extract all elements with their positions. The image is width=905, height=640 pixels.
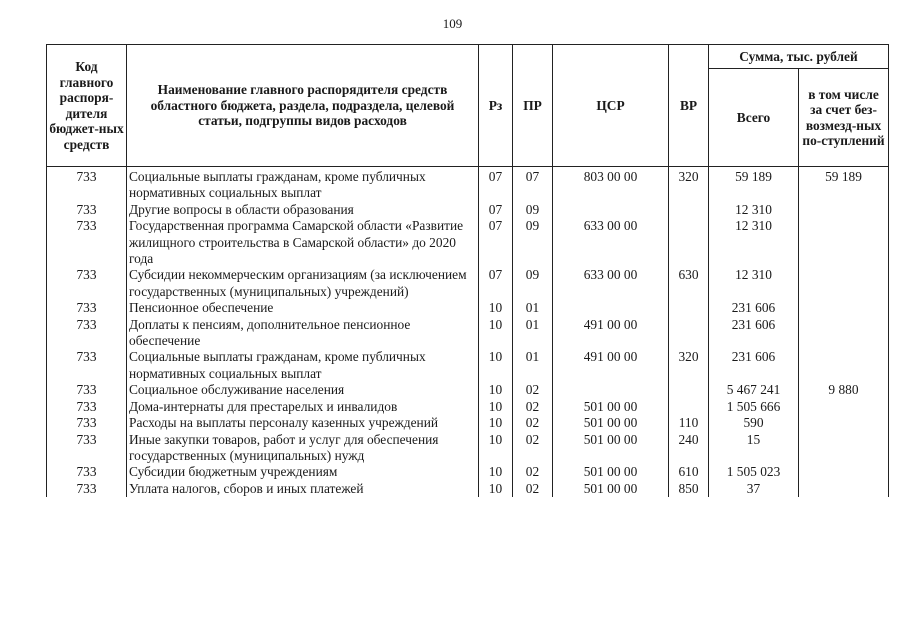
cell-name: Субсидии некоммерческим организациям (за исключением государственных (муниципальных) учреждений) (127, 267, 479, 300)
cell-csr: 501 00 00 (553, 432, 669, 465)
cell-total: 1 505 666 (709, 399, 799, 415)
cell-total: 15 (709, 432, 799, 465)
cell-name: Уплата налогов, сборов и иных платежей (127, 481, 479, 497)
cell-pr: 02 (513, 399, 553, 415)
cell-free: 9 880 (799, 382, 889, 398)
cell-rz: 10 (479, 399, 513, 415)
cell-rz: 10 (479, 481, 513, 497)
cell-free (799, 317, 889, 350)
table-row (47, 300, 889, 316)
cell-code: 733 (47, 464, 127, 480)
cell-total: 59 189 (709, 167, 799, 202)
cell-code: 733 (47, 481, 127, 497)
cell-total: 231 606 (709, 349, 799, 382)
header-csr: ЦСР (553, 45, 669, 167)
page-number: 109 (442, 16, 463, 31)
table-row (47, 464, 889, 480)
cell-csr: 803 00 00 (553, 167, 669, 202)
cell-free (799, 432, 889, 465)
cell-vr: 850 (669, 481, 709, 497)
cell-vr: 320 (669, 167, 709, 202)
table-row (47, 317, 889, 350)
cell-free (799, 464, 889, 480)
cell-name: Социальные выплаты гражданам, кроме публичных нормативных социальных выплат (127, 167, 479, 202)
cell-rz: 10 (479, 382, 513, 398)
table-row (47, 167, 889, 202)
cell-name: Дома-интернаты для престарелых и инвалидов (127, 399, 479, 415)
cell-rz: 07 (479, 267, 513, 300)
cell-rz: 10 (479, 317, 513, 350)
cell-csr: 501 00 00 (553, 464, 669, 480)
cell-vr: 240 (669, 432, 709, 465)
cell-vr (669, 300, 709, 316)
header-free: в том числе за счет без-возмезд-ных по-ступлений (799, 69, 889, 167)
cell-free: 59 189 (799, 167, 889, 202)
budget-table (46, 44, 889, 497)
cell-free (799, 415, 889, 431)
cell-free (799, 202, 889, 218)
table-header (47, 45, 889, 167)
cell-name: Субсидии бюджетным учреждениям (127, 464, 479, 480)
cell-code: 733 (47, 218, 127, 267)
cell-rz: 07 (479, 167, 513, 202)
cell-pr: 01 (513, 317, 553, 350)
cell-total: 231 606 (709, 300, 799, 316)
cell-rz: 07 (479, 202, 513, 218)
cell-code: 733 (47, 300, 127, 316)
header-vr: ВР (669, 45, 709, 167)
cell-total: 12 310 (709, 218, 799, 267)
cell-csr (553, 382, 669, 398)
table-row (47, 432, 889, 465)
cell-csr (553, 202, 669, 218)
cell-csr: 491 00 00 (553, 349, 669, 382)
table-row (47, 415, 889, 431)
header-sum: Сумма, тыс. рублей (709, 45, 889, 69)
cell-total: 12 310 (709, 267, 799, 300)
cell-code: 733 (47, 202, 127, 218)
cell-pr: 02 (513, 481, 553, 497)
cell-pr: 01 (513, 300, 553, 316)
cell-csr: 633 00 00 (553, 267, 669, 300)
cell-vr: 610 (669, 464, 709, 480)
cell-name: Другие вопросы в области образования (127, 202, 479, 218)
cell-rz: 10 (479, 415, 513, 431)
cell-pr: 02 (513, 382, 553, 398)
cell-pr: 09 (513, 202, 553, 218)
cell-csr: 501 00 00 (553, 415, 669, 431)
header-name: Наименование главного распорядителя средств областного бюджета, раздела, подраздела, целевой статьи, подгруппы видов расходов (127, 45, 479, 167)
cell-code: 733 (47, 432, 127, 465)
cell-total: 12 310 (709, 202, 799, 218)
cell-free (799, 399, 889, 415)
cell-free (799, 481, 889, 497)
cell-name: Доплаты к пенсиям, дополнительное пенсионное обеспечение (127, 317, 479, 350)
cell-rz: 10 (479, 300, 513, 316)
cell-vr (669, 382, 709, 398)
cell-code: 733 (47, 382, 127, 398)
cell-pr: 09 (513, 218, 553, 267)
cell-total: 231 606 (709, 317, 799, 350)
cell-free (799, 349, 889, 382)
table-row (47, 267, 889, 300)
header-code: Код главного распоря-дителя бюджет-ных средств (47, 45, 127, 167)
cell-code: 733 (47, 349, 127, 382)
cell-code: 733 (47, 167, 127, 202)
table-row (47, 218, 889, 267)
cell-code: 733 (47, 415, 127, 431)
cell-code: 733 (47, 399, 127, 415)
cell-vr (669, 202, 709, 218)
header-pr: ПР (513, 45, 553, 167)
cell-name: Расходы на выплаты персоналу казенных учреждений (127, 415, 479, 431)
cell-code: 733 (47, 317, 127, 350)
cell-pr: 02 (513, 464, 553, 480)
table-row (47, 349, 889, 382)
cell-name: Пенсионное обеспечение (127, 300, 479, 316)
cell-csr (553, 300, 669, 316)
cell-csr: 501 00 00 (553, 399, 669, 415)
cell-free (799, 267, 889, 300)
cell-vr: 320 (669, 349, 709, 382)
cell-total: 37 (709, 481, 799, 497)
cell-rz: 10 (479, 432, 513, 465)
header-rz: Рз (479, 45, 513, 167)
cell-total: 5 467 241 (709, 382, 799, 398)
cell-name: Социальные выплаты гражданам, кроме публичных нормативных социальных выплат (127, 349, 479, 382)
cell-pr: 02 (513, 415, 553, 431)
cell-rz: 10 (479, 464, 513, 480)
cell-total: 590 (709, 415, 799, 431)
cell-name: Социальное обслуживание населения (127, 382, 479, 398)
cell-pr: 02 (513, 432, 553, 465)
cell-vr: 630 (669, 267, 709, 300)
cell-pr: 07 (513, 167, 553, 202)
cell-name: Государственная программа Самарской области «Развитие жилищного строительства в Самарской области» до 2020 года (127, 218, 479, 267)
header-total: Всего (709, 69, 799, 167)
cell-rz: 10 (479, 349, 513, 382)
cell-free (799, 300, 889, 316)
cell-vr: 110 (669, 415, 709, 431)
cell-rz: 07 (479, 218, 513, 267)
cell-pr: 09 (513, 267, 553, 300)
cell-csr: 491 00 00 (553, 317, 669, 350)
table-row (47, 481, 889, 497)
cell-free (799, 218, 889, 267)
cell-csr: 633 00 00 (553, 218, 669, 267)
table-row (47, 399, 889, 415)
table-row (47, 382, 889, 398)
table-body (47, 167, 889, 498)
cell-vr (669, 218, 709, 267)
cell-pr: 01 (513, 349, 553, 382)
cell-code: 733 (47, 267, 127, 300)
cell-csr: 501 00 00 (553, 481, 669, 497)
cell-vr (669, 399, 709, 415)
cell-vr (669, 317, 709, 350)
cell-total: 1 505 023 (709, 464, 799, 480)
cell-name: Иные закупки товаров, работ и услуг для обеспечения государственных (муниципальных) нужд (127, 432, 479, 465)
table-row (47, 202, 889, 218)
